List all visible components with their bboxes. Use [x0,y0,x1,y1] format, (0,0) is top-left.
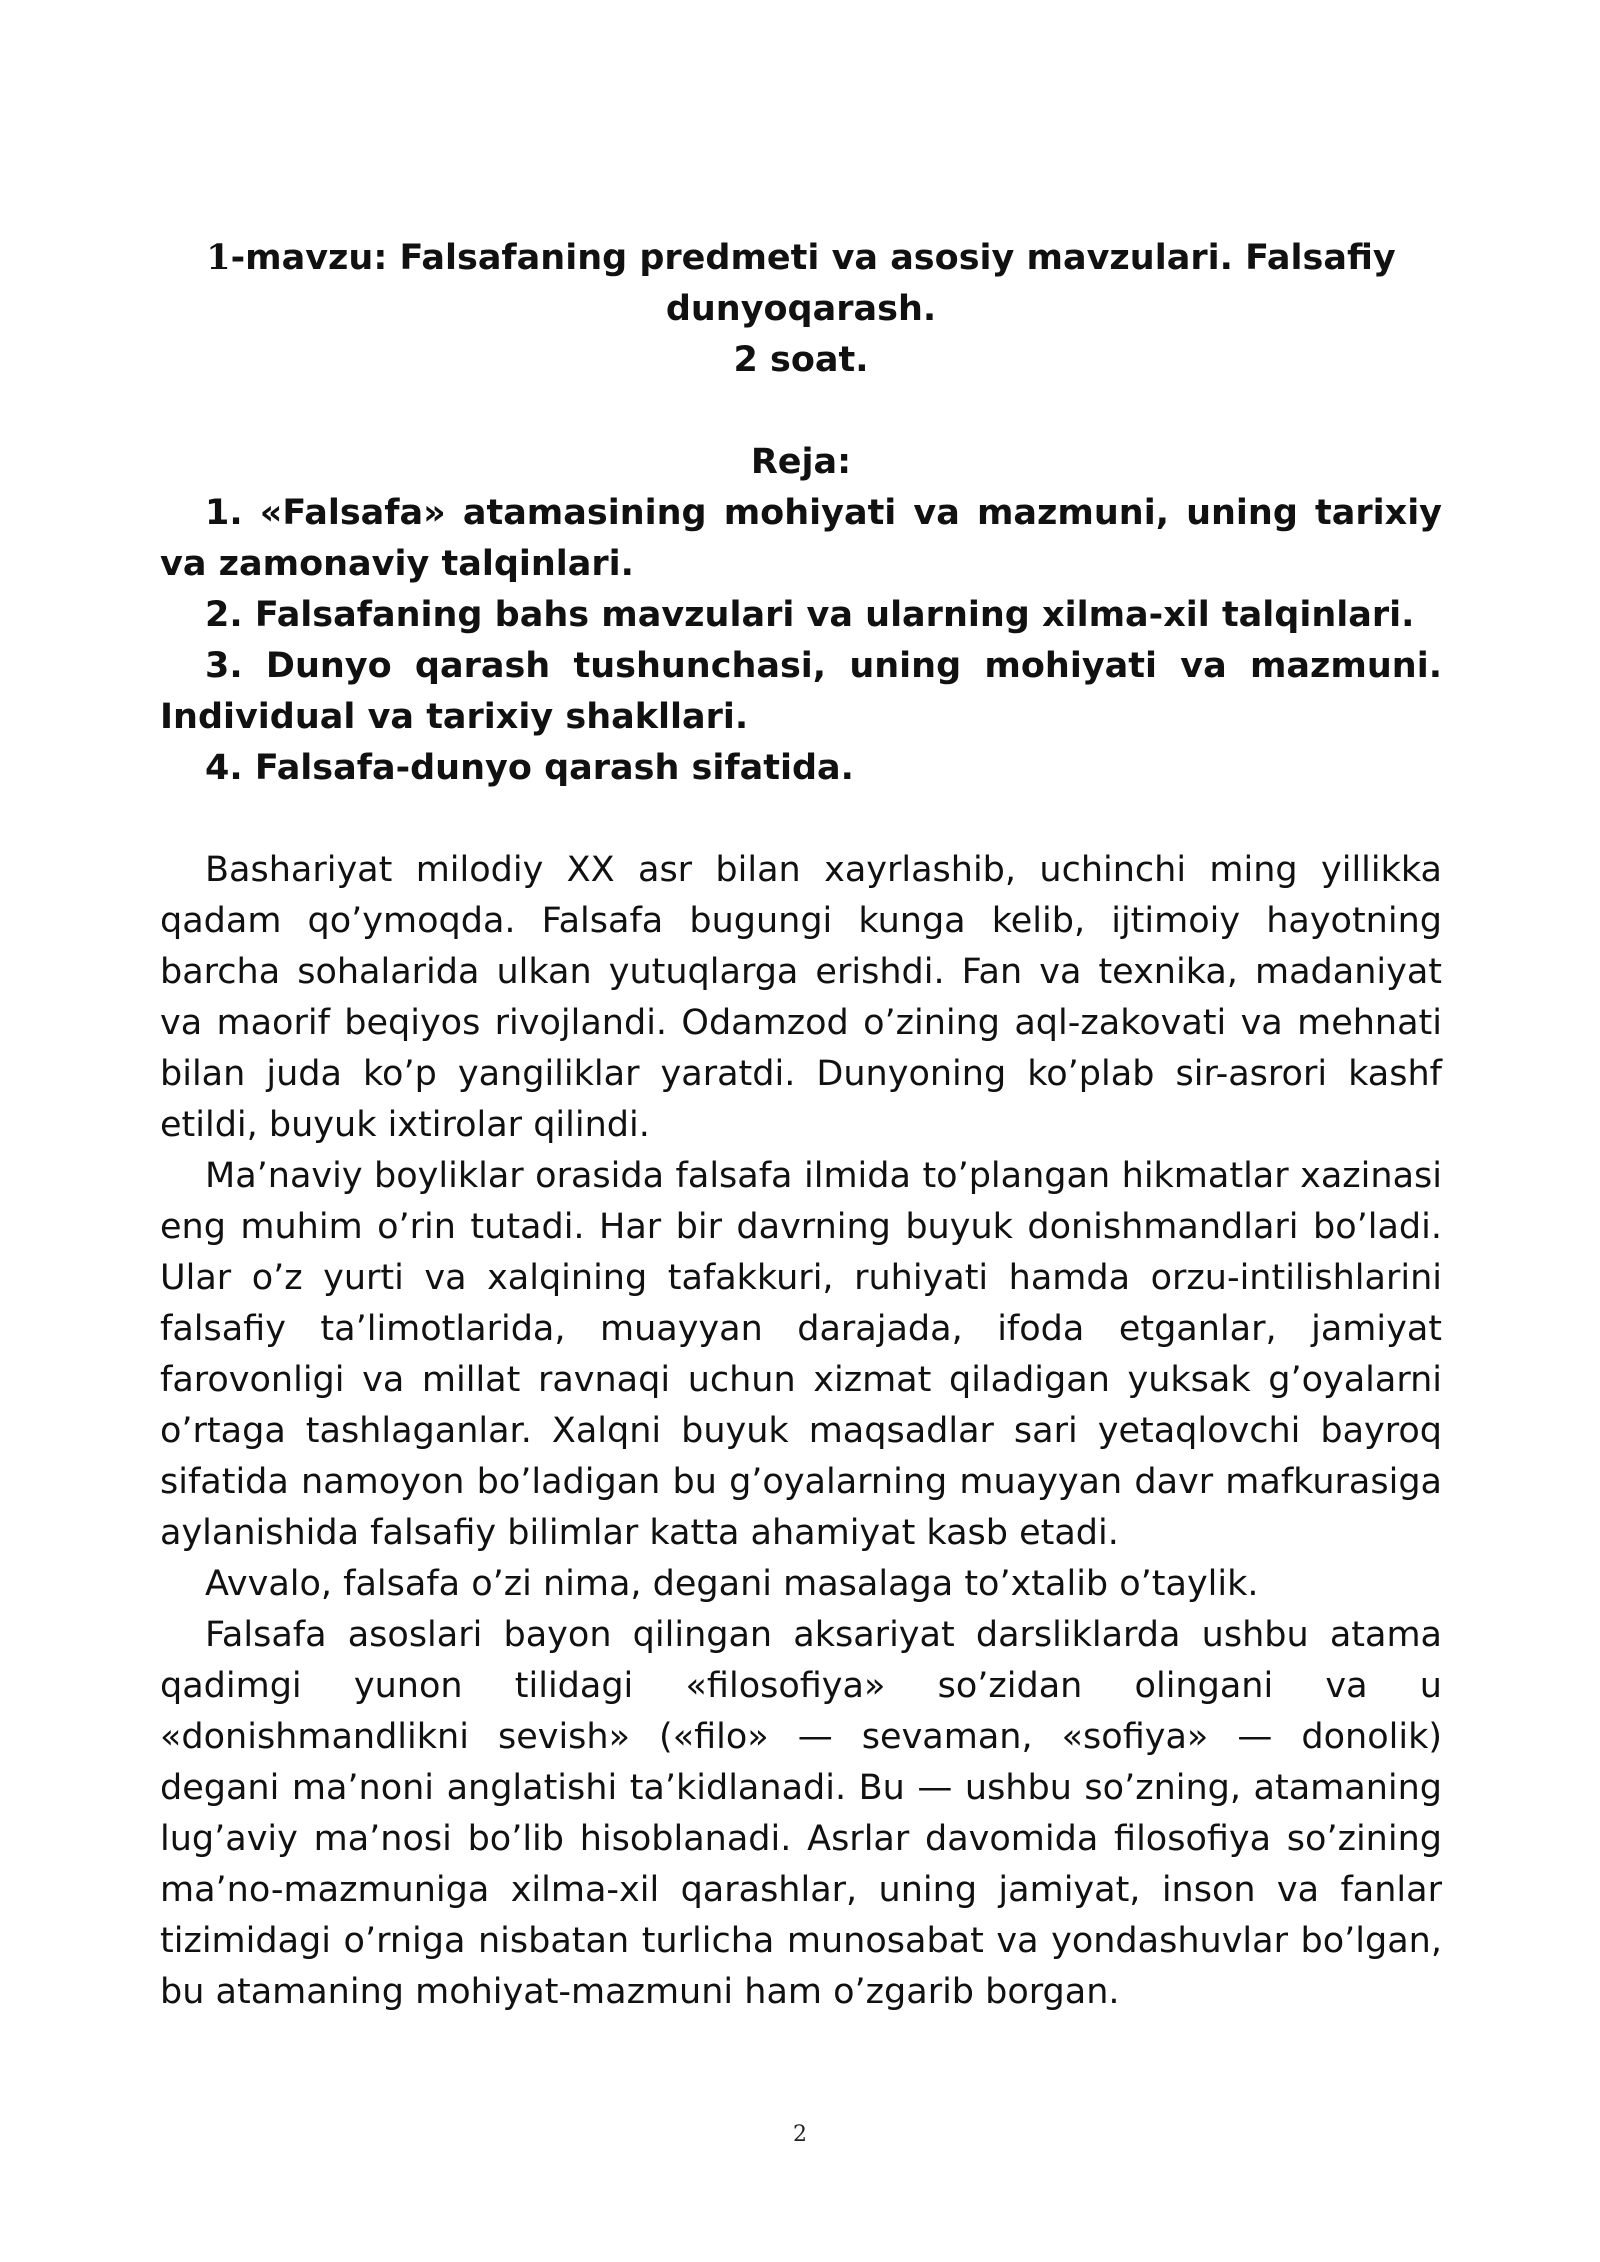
document-page [160,232,1442,2018]
topic-duration: 2 soat. [733,340,869,380]
plan-list [160,488,1442,794]
paragraph-3: Avvalo, falsafa o’zi nima, degani masalaga to’xtalib o’taylik. [205,1564,1259,1604]
topic-number: 1 [206,237,231,278]
paragraph-4: Falsafa asoslari bayon qilingan aksariyat darsliklarda ushbu atama qadimgi yunon tilidagi «filosofiya» so’zidan olingani va u «donishmandlikni sevish» («filo» — sevaman, «sofiya» — donolik) degani ma’noni anglatishi ta’kidlanadi. Bu — ushbu so’zning, atamaning lug’aviy ma’nosi bo’lib hisoblanadi. Asrlar davomida filosofiya so’zining ma’no-mazmuniga xilma-xil qarashlar, uning jamiyat, inson va fanlar tizimidagi o’rniga nisbatan turlicha munosabat va yondashuvlar bo’lgan, bu atamaning mohiyat-mazmuni ham o’zgarib borgan. [160,1615,1442,2012]
topic-title [160,232,1442,386]
plan-item-1: 1. «Falsafa» atamasining mohiyati va mazmuni, uning tarixiy va zamonaviy talqinlari. [160,493,1442,584]
paragraph-1: Bashariyat milodiy XX asr bilan xayrlashib, uchinchi ming yillikka qadam qo’ymoqda. Falsafa bugungi kunga kelib, ijtimoiy hayotning barcha sohalarida ulkan yutuqlarga erishdi. Fan va texnika, madaniyat va maorif beqiyos rivojlandi. Odamzod o’zining aql-zakovati va mehnati bilan juda ko’p yangiliklar yaratdi. Dunyoning ko’plab sir-asrori kashf etildi, buyuk ixtirolar qilindi. [160,850,1442,1145]
body-text [160,845,1442,2018]
plan-item-4: 4. Falsafa-dunyo qarash sifatida. [205,748,854,788]
topic-title-line-2: dunyoqarash. [665,289,937,329]
plan-item-2: 2. Falsafaning bahs mavzulari va ularning xilma-xil talqinlari. [205,595,1415,635]
page-number: 2 [793,2122,807,2147]
plan-item-3: 3. Dunyo qarash tushunchasi, uning mohiyati va mazmuni. Individual va tarixiy shakllari. [160,646,1442,737]
topic-title-line-1 [160,232,1442,284]
paragraph-2: Ma’naviy boyliklar orasida falsafa ilmida to’plangan hikmatlar xazinasi eng muhim o’rin tutadi. Har bir davrning buyuk donishmandlari bo’ladi. Ular o’z yurti va xalqining tafakkuri, ruhiyati hamda orzu-intilishlarini falsafiy ta’limotlarida, muayyan darajada, ifoda etganlar, jamiyat farovonligi va millat ravnaqi uchun xizmat qiladigan yuksak g’oyalarni o’rtaga tashlaganlar. Xalqni buyuk maqsadlar sari yetaqlovchi bayroq sifatida namoyon bo’ladigan bu g’oyalarning muayyan davr mafkurasiga aylanishida falsafiy bilimlar katta ahamiyat kasb etadi. [160,1156,1442,1553]
plan-heading: Reja: [750,442,852,482]
topic-title-text: -mavzu: Falsafaning predmeti va asosiy mavzulari. Falsafiy [230,238,1396,278]
